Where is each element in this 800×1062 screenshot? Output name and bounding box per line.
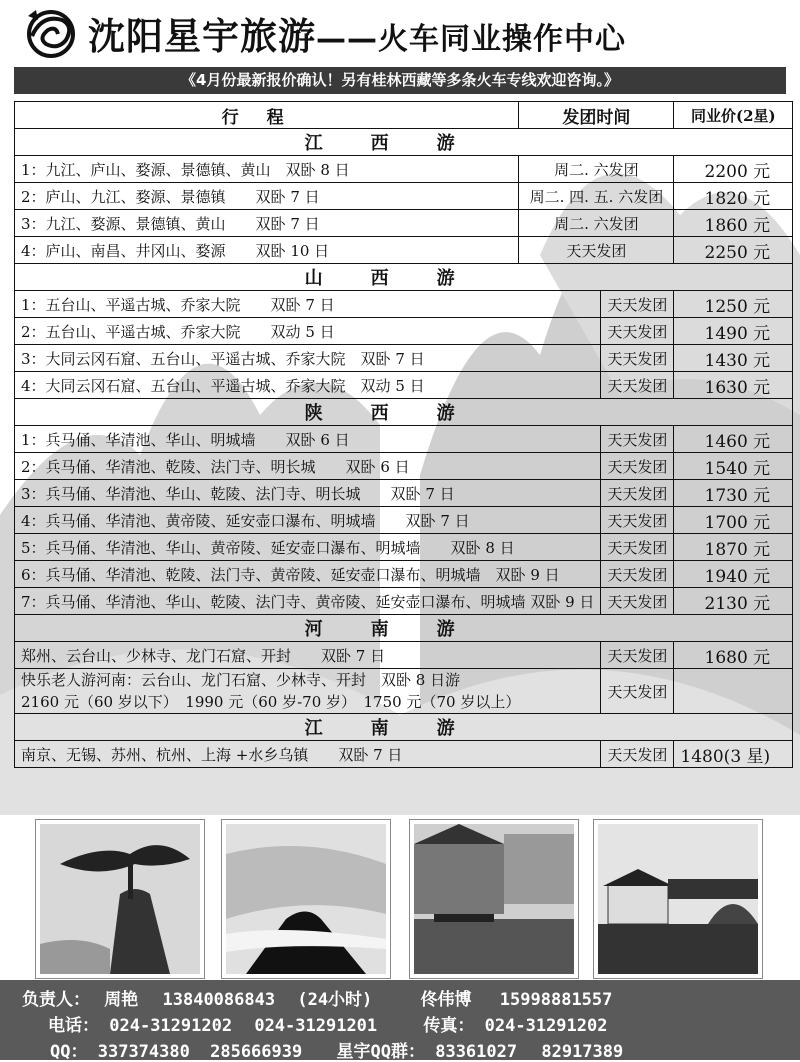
contact-footer bbox=[0, 980, 800, 1060]
date-cell: 天天发团 bbox=[601, 669, 674, 714]
table-row bbox=[15, 534, 793, 561]
header-date: 发团时间 bbox=[519, 102, 674, 129]
route-cell: 1：九江、庐山、婺源、景德镇、黄山 双卧 8 日 bbox=[15, 156, 519, 183]
photo-strip bbox=[0, 818, 800, 976]
section-row bbox=[15, 129, 793, 156]
price-cell: 1680 元 bbox=[674, 642, 793, 669]
header-route: 行程 bbox=[15, 102, 519, 129]
qq-group-2: 82917389 bbox=[541, 1042, 624, 1062]
date-cell: 天天发团 bbox=[519, 237, 674, 264]
price-cell: 2250 元 bbox=[674, 237, 793, 264]
route-cell: 郑州、云台山、少林寺、龙门石窟、开封 双卧 7 日 bbox=[15, 642, 601, 669]
page-title bbox=[88, 6, 626, 60]
price-cell: 2200 元 bbox=[674, 156, 793, 183]
route-cell: 3：兵马俑、华清池、华山、乾陵、法门寺、明长城 双卧 7 日 bbox=[15, 480, 601, 507]
company-logo-icon bbox=[22, 6, 80, 58]
date-cell: 天天发团 bbox=[601, 480, 674, 507]
route-cell: 3：大同云冈石窟、五台山、平遥古城、乔家大院 双卧 7 日 bbox=[15, 345, 601, 372]
route-cell: 6：兵马俑、华清池、乾陵、法门寺、黄帝陵、延安壶口瀑布、明城墙 双卧 9 日 bbox=[15, 561, 601, 588]
title-main: 沈阳星宇旅游 bbox=[88, 15, 316, 58]
tel-line bbox=[48, 1011, 607, 1036]
date-cell: 天天发团 bbox=[601, 453, 674, 480]
table-header-row bbox=[15, 102, 793, 129]
fax-label: 传真： bbox=[423, 1016, 475, 1036]
price-cell: 1480(3 星) bbox=[674, 741, 793, 768]
tel-label: 电话： bbox=[48, 1016, 99, 1036]
table-row bbox=[15, 426, 793, 453]
table-row bbox=[15, 237, 793, 264]
date-cell: 天天发团 bbox=[601, 345, 674, 372]
table-row bbox=[15, 561, 793, 588]
route-cell: 4：大同云冈石窟、五台山、平遥古城、乔家大院 双动 5 日 bbox=[15, 372, 601, 399]
price-cell-empty bbox=[674, 669, 793, 714]
village-river-photo bbox=[410, 820, 578, 978]
table-row bbox=[15, 210, 793, 237]
table-row bbox=[15, 507, 793, 534]
manager-line bbox=[22, 985, 612, 1010]
section-row bbox=[15, 714, 793, 741]
senior-route-line: 快乐老人游河南：云台山、龙门石窟、少林寺、开封 双卧 8 日游 bbox=[21, 671, 461, 689]
price-cell: 1250 元 bbox=[674, 291, 793, 318]
section-row bbox=[15, 615, 793, 642]
section-title: 江南游 bbox=[15, 714, 793, 741]
route-cell: 1：五台山、平遥古城、乔家大院 双卧 7 日 bbox=[15, 291, 601, 318]
route-cell: 4：兵马俑、华清池、黄帝陵、延安壶口瀑布、明城墙 双卧 7 日 bbox=[15, 507, 601, 534]
senior-price-line: 2160 元（60 岁以下） 1990 元（60 岁-70 岁） 1750 元（70 岁以上） bbox=[21, 693, 521, 711]
price-cell: 1820 元 bbox=[674, 183, 793, 210]
route-cell: 3：九江、婺源、景德镇、黄山 双卧 7 日 bbox=[15, 210, 519, 237]
price-cell: 1730 元 bbox=[674, 480, 793, 507]
price-cell: 1860 元 bbox=[674, 210, 793, 237]
route-cell: 4：庐山、南昌、井冈山、婺源 双卧 10 日 bbox=[15, 237, 519, 264]
date-cell: 天天发团 bbox=[601, 426, 674, 453]
price-cell: 1430 元 bbox=[674, 345, 793, 372]
table-row bbox=[15, 741, 793, 768]
table-row bbox=[15, 156, 793, 183]
fax-number: 024-31291202 bbox=[484, 1016, 608, 1036]
table-row bbox=[15, 372, 793, 399]
pine-cliff-photo bbox=[36, 820, 204, 978]
route-cell: 7：兵马俑、华清池、华山、乾陵、法门寺、黄帝陵、延安壶口瀑布、明城墙 双卧 9 日 bbox=[15, 588, 601, 615]
qq-group-1: 83361027 bbox=[435, 1042, 518, 1062]
section-title: 河南游 bbox=[15, 615, 793, 642]
manager-name-1: 周艳 bbox=[104, 990, 139, 1010]
manager-phone-2: 15998881557 bbox=[499, 990, 613, 1010]
section-title: 山西游 bbox=[15, 264, 793, 291]
route-cell: 2：兵马俑、华清池、乾陵、法门寺、明长城 双卧 6 日 bbox=[15, 453, 601, 480]
table-row bbox=[15, 588, 793, 615]
route-cell: 2：五台山、平遥古城、乔家大院 双动 5 日 bbox=[15, 318, 601, 345]
date-cell: 天天发团 bbox=[601, 588, 674, 615]
route-cell: 5：兵马俑、华清池、华山、黄帝陵、延安壶口瀑布、明城墙 双卧 8 日 bbox=[15, 534, 601, 561]
qq-number-2: 285666939 bbox=[210, 1042, 303, 1062]
table-row bbox=[15, 291, 793, 318]
route-cell: 2：庐山、九江、婺源、景德镇 双卧 7 日 bbox=[15, 183, 519, 210]
qq-label: QQ： bbox=[50, 1042, 88, 1062]
table-row bbox=[15, 480, 793, 507]
senior-route-cell bbox=[15, 669, 601, 714]
tel-number-2: 024-31291201 bbox=[254, 1016, 378, 1036]
date-cell: 周二. 六发团 bbox=[519, 210, 674, 237]
price-cell: 1700 元 bbox=[674, 507, 793, 534]
promo-banner: 《4月份最新报价确认！另有桂林西藏等多条火车专线欢迎咨询。》 bbox=[14, 67, 786, 94]
price-cell: 1460 元 bbox=[674, 426, 793, 453]
table-row bbox=[15, 642, 793, 669]
date-cell: 天天发团 bbox=[601, 291, 674, 318]
table-row bbox=[15, 318, 793, 345]
section-title: 江西游 bbox=[15, 129, 793, 156]
route-cell: 南京、无锡、苏州、杭州、上海 +水乡乌镇 双卧 7 日 bbox=[15, 741, 601, 768]
date-cell: 天天发团 bbox=[601, 642, 674, 669]
mountain-sea-of-clouds-photo bbox=[222, 820, 390, 978]
manager-name-2: 佟伟博 bbox=[420, 990, 472, 1010]
qq-line bbox=[50, 1037, 623, 1062]
section-row bbox=[15, 399, 793, 426]
price-cell: 1940 元 bbox=[674, 561, 793, 588]
header-price: 同业价(2星) bbox=[674, 102, 793, 129]
date-cell: 周二. 四. 五. 六发团 bbox=[519, 183, 674, 210]
title-sub: ——火车同业操作中心 bbox=[316, 22, 626, 57]
route-cell: 1：兵马俑、华清池、华山、明城墙 双卧 6 日 bbox=[15, 426, 601, 453]
section-title: 陕西游 bbox=[15, 399, 793, 426]
qq-number-1: 337374380 bbox=[97, 1042, 190, 1062]
price-cell: 1630 元 bbox=[674, 372, 793, 399]
manager-label: 负责人： bbox=[22, 990, 90, 1010]
table-row bbox=[15, 345, 793, 372]
hours-note: (24小时) bbox=[297, 990, 373, 1010]
manager-phone-1: 13840086843 bbox=[162, 990, 276, 1010]
date-cell: 天天发团 bbox=[601, 372, 674, 399]
covered-bridge-photo bbox=[594, 820, 762, 978]
price-cell: 1540 元 bbox=[674, 453, 793, 480]
date-cell: 周二. 六发团 bbox=[519, 156, 674, 183]
date-cell: 天天发团 bbox=[601, 561, 674, 588]
senior-tour-row bbox=[15, 669, 793, 714]
route-price-table bbox=[14, 101, 793, 768]
table-row bbox=[15, 453, 793, 480]
date-cell: 天天发团 bbox=[601, 741, 674, 768]
price-cell: 1490 元 bbox=[674, 318, 793, 345]
header bbox=[0, 0, 800, 66]
section-row bbox=[15, 264, 793, 291]
table-row bbox=[15, 183, 793, 210]
date-cell: 天天发团 bbox=[601, 318, 674, 345]
tel-number-1: 024-31291202 bbox=[109, 1016, 233, 1036]
qq-group-label: 星宇QQ群： bbox=[336, 1042, 425, 1062]
price-cell: 1870 元 bbox=[674, 534, 793, 561]
price-cell: 2130 元 bbox=[674, 588, 793, 615]
date-cell: 天天发团 bbox=[601, 534, 674, 561]
date-cell: 天天发团 bbox=[601, 507, 674, 534]
